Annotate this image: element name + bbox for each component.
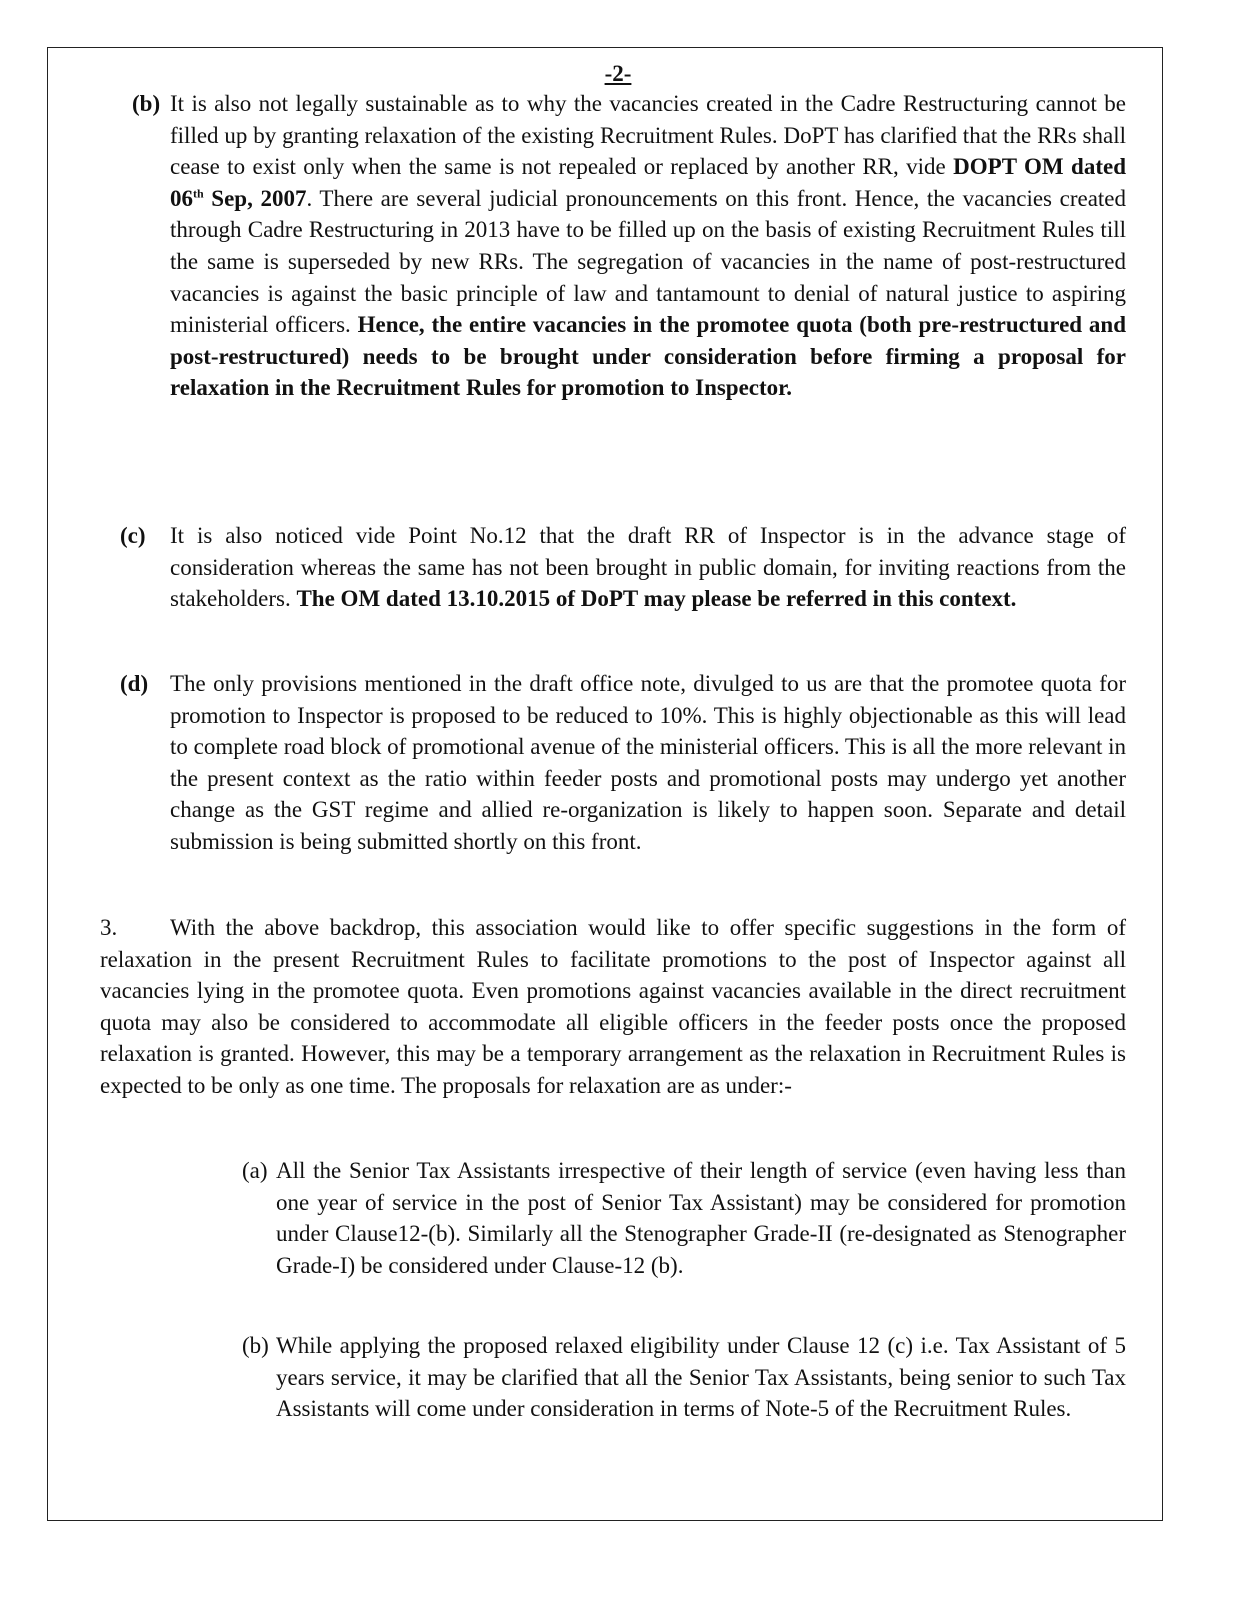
item-b-label: (b) bbox=[132, 91, 161, 116]
item-c-bold-ref: The OM dated 13.10.2015 of DoPT may please be referred in this context. bbox=[296, 586, 1017, 612]
section-3-number: 3. bbox=[100, 915, 118, 940]
item-b-bold-ref: DOPT OM dated 06th Sep, 2007 bbox=[170, 154, 1126, 211]
proposal-b-label: (b) bbox=[242, 1333, 269, 1358]
proposal-a-label: (a) bbox=[242, 1158, 268, 1183]
item-d-label: (d) bbox=[120, 671, 149, 696]
item-b-text-2: . There are several judicial pronouncements on this front. Hence, the vacancies created through Cadre Restructuring in 2013 have to be filled up on the basis of existing Recruitment Rules till the same is superseded by new RRs. The segregation of vacancies in the name of post-restructured vacancies is against the basic principle of law and tantamount to denial of natural justice to aspiring ministerial officers. bbox=[170, 185, 1127, 338]
proposal-a-paragraph: All the Senior Tax Assistants irrespective of their length of service (even having less than one year of service in the post of Senior Tax Assistant) may be considered for promotion under Clause12-(b). Similarly all the Stenographer Grade-II (re-designated as Stenographer Grade-I) be considered under Clause-12 (b). bbox=[276, 1158, 1126, 1278]
item-b-paragraph bbox=[170, 88, 1126, 404]
item-c-label: (c) bbox=[120, 523, 146, 548]
item-c-text-1: It is also noticed vide Point No.12 that the draft RR of Inspector is in the advance stage of consideration whereas the same has not been brought in public domain, for inviting reactions from the stakeholders. bbox=[170, 523, 1126, 612]
item-b-text-1: It is also not legally sustainable as to why the vacancies created in the Cadre Restructuring cannot be filled up by granting relaxation of the existing Recruitment Rules. DoPT has clarified that the RRs shall cease to exist only when the same is not repealed or replaced by another RR, vide bbox=[170, 91, 1126, 180]
proposal-b-paragraph: While applying the proposed relaxed eligibility under Clause 12 (c) i.e. Tax Assistant of 5 years service, it may be clarified that all the Senior Tax Assistants, being senior to such Tax Assistants will come under consideration in terms of Note-5 of the Recruitment Rules. bbox=[276, 1333, 1126, 1422]
section-3-text: With the above backdrop, this association would like to offer specific suggestions in the form of relaxation in the present Recruitment Rules to facilitate promotions to the post of Inspector against all vacancies lying in the promotee quota. Even promotions against vacancies available in the direct recruitment quota may also be considered to accommodate all eligible officers in the feeder posts once the proposed relaxation is granted. However, this may be a temporary arrangement as the relaxation in Recruitment Rules is expected to be only as one time. The proposals for relaxation are as under:- bbox=[100, 915, 1126, 1098]
page-number: -2- bbox=[604, 61, 632, 86]
item-b-bold-conclusion: Hence, the entire vacancies in the promotee quota (both pre-restructured and post-restructured) needs to be brought under consideration before firming a proposal for relaxation in the Recruitment Rules for promotion to Inspector. bbox=[170, 312, 1126, 401]
section-3-paragraph bbox=[100, 912, 1126, 1102]
item-c-paragraph bbox=[170, 520, 1126, 615]
item-d-paragraph: The only provisions mentioned in the draft office note, divulged to us are that the promotee quota for promotion to Inspector is proposed to be reduced to 10%. This is highly objectionable as this will lead to complete road block of promotional avenue of the ministerial officers. This is all the more relevant in the present context as the ratio within feeder posts and promotional posts may undergo yet another change as the GST regime and allied re-organization is likely to happen soon. Separate and detail submission is being submitted shortly on this front. bbox=[170, 671, 1126, 854]
